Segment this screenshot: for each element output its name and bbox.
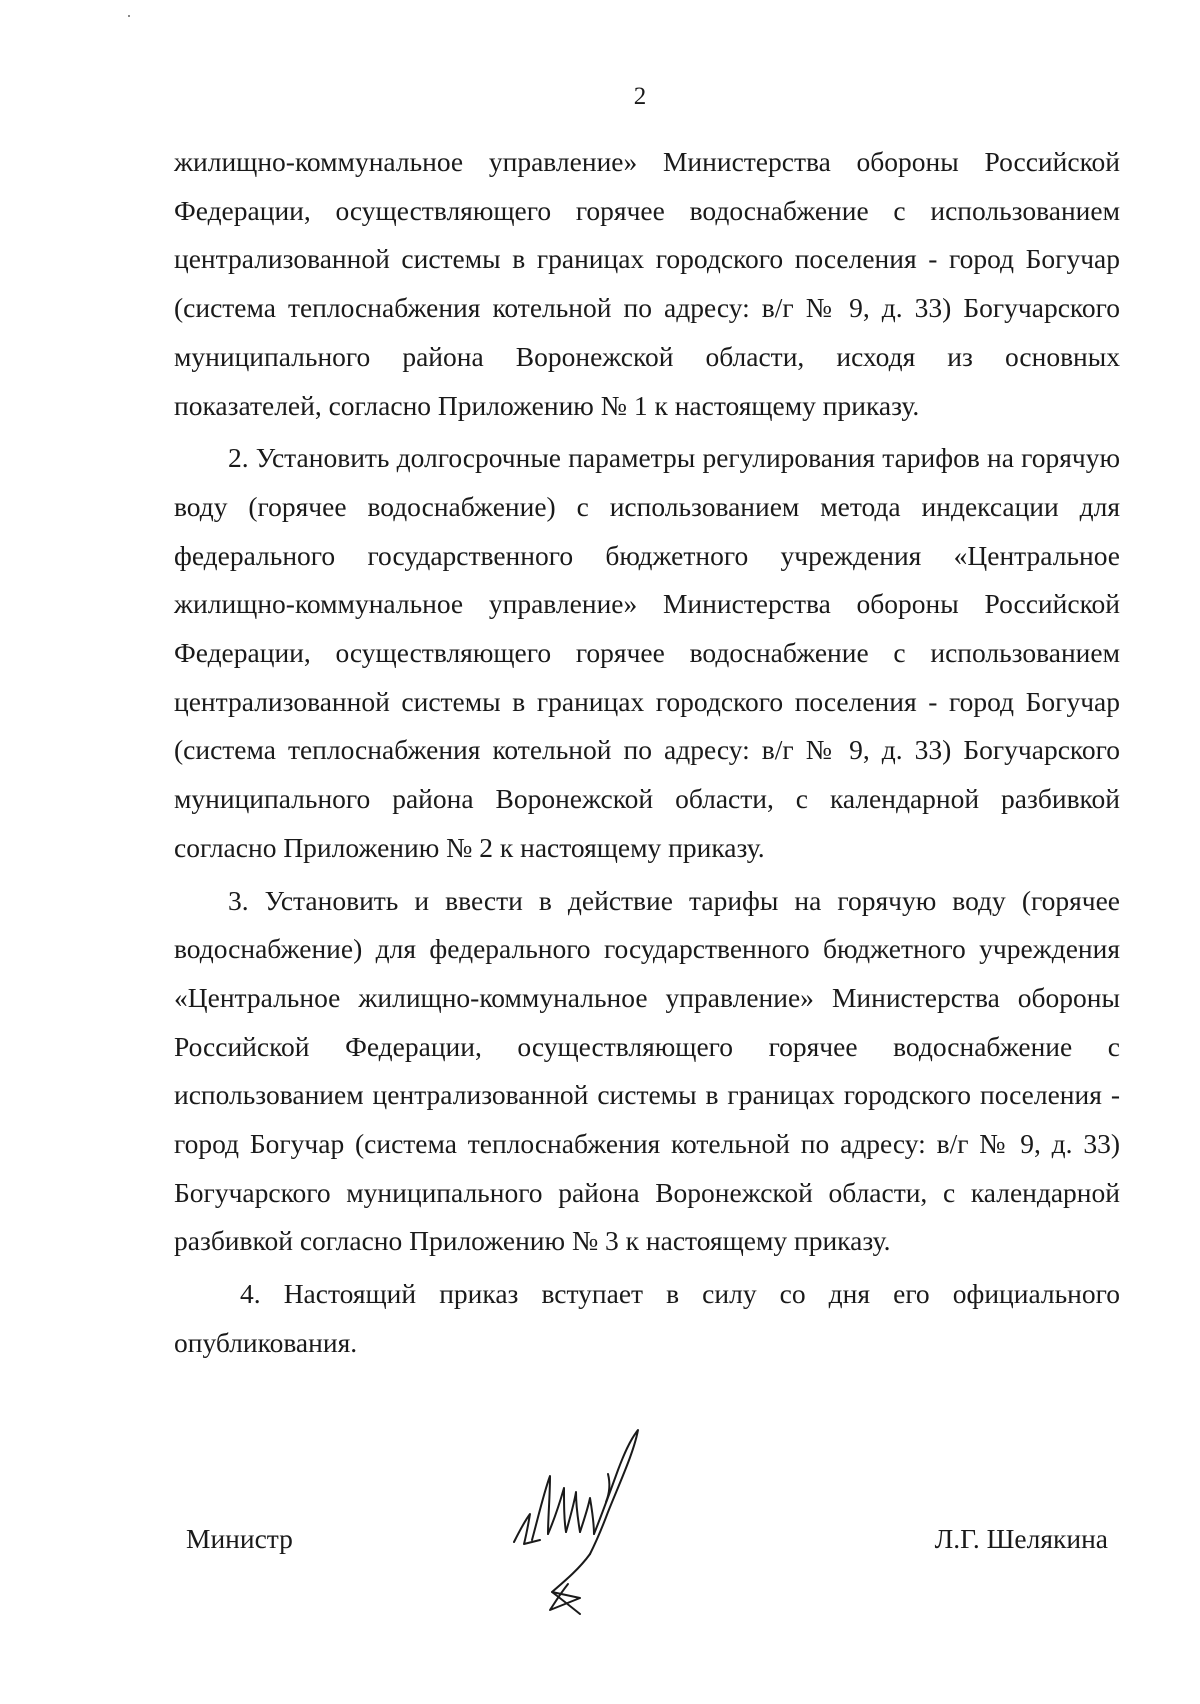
signatory-title: Министр <box>186 1523 293 1554</box>
paragraph-item-4: 4. Настоящий приказ вступает в силу со дня его официального опубликования. <box>174 1278 1120 1358</box>
paragraph-continuation: жилищно-коммунальное управление» Министерства обороны Российской Федерации, осуществляющего горячее водоснабжение с использованием централизованной системы в границах городского поселения - город Богучар (система теплоснабжения котельной по адресу: в/г № 9, д. 33) Богучарского муниципального района Воронежской области, исходя из основных показателей, согласно Приложению № 1 к настоящему приказу. <box>174 146 1120 421</box>
paragraph-item-2: 2. Установить долгосрочные параметры регулирования тарифов на горячую воду (горячее водоснабжение) с использованием метода индексации для федерального государственного бюджетного учреждения «Центральное жилищно-коммунальное управление» Министерства обороны Российской Федерации, осуществляющего горячее водоснабжение с использованием централизованной системы в границах городского поселения - город Богучар (система теплоснабжения котельной по адресу: в/г № 9, д. 33) Богучарского муниципального района Воронежской области, с календарной разбивкой согласно Приложению № 2 к настоящему приказу. <box>174 442 1120 863</box>
document-body <box>174 138 1120 1372</box>
scan-artifact-dot <box>128 15 130 17</box>
paragraph-item-3: 3. Установить и ввести в действие тарифы на горячую воду (горячее водоснабжение) для федерального государственного бюджетного учреждения «Центральное жилищно-коммунальное управление» Министерства обороны Российской Федерации, осуществляющего горячее водоснабжение с использованием централизованной системы в границах городского поселения - город Богучар (система теплоснабжения котельной по адресу: в/г № 9, д. 33) Богучарского муниципального района Воронежской области, с календарной разбивкой согласно Приложению № 3 к настоящему приказу. <box>174 884 1120 1257</box>
handwritten-signature <box>510 1422 690 1622</box>
signatory-name: Л.Г. Шелякина <box>934 1523 1108 1554</box>
page-number: 2 <box>633 83 647 110</box>
